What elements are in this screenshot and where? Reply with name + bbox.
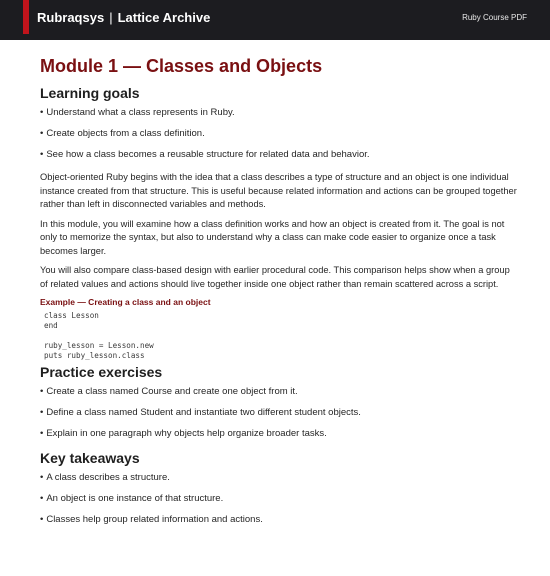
list-item: [40, 386, 520, 398]
paragraph: In this module, you will examine how a class definition works and how an object is created from it. The goal is not only to memorize the syntax, but also to understand why a class can make code easier to organize once a task becomes larger.: [40, 218, 505, 256]
archive-name: Lattice Archive: [117, 10, 211, 25]
list-item-text: An object is one instance of that structure.: [46, 493, 224, 504]
list-item: [40, 514, 520, 526]
list-item-text: See how a class becomes a reusable structure for related data and behavior.: [46, 149, 370, 160]
module-title: Module 1 — Classes and Objects: [40, 56, 323, 76]
list-item: [40, 493, 520, 505]
bullet-glyph: •: [40, 128, 44, 139]
bullet-glyph: •: [40, 472, 44, 483]
course-label: Ruby Course PDF: [462, 13, 527, 22]
brand-name: Rubraqsys: [37, 10, 105, 25]
list-item: [40, 128, 520, 140]
paragraph: You will also compare class-based design with earlier procedural code. This comparison helps show when a group of related values and actions should live together inside one object rather than remain scattered across a script.: [40, 265, 510, 289]
bullet-glyph: •: [40, 407, 44, 418]
code-block: class Lesson end ruby_lesson = Lesson.new puts ruby_lesson.class: [44, 311, 154, 360]
example-title: Example — Creating a class and an object: [40, 297, 211, 307]
list-item: [40, 428, 520, 440]
list-item-text: Classes help group related information and actions.: [46, 514, 263, 525]
list-item-text: Create a class named Course and create one object from it.: [46, 386, 298, 397]
bullet-glyph: •: [40, 386, 44, 397]
list-item: [40, 472, 520, 484]
list-item: [40, 407, 520, 419]
brand-separator: |: [109, 10, 113, 25]
bullet-glyph: •: [40, 149, 44, 160]
list-item: [40, 107, 520, 119]
learning-goals-heading: Learning goals: [40, 85, 140, 101]
learning-goals-list: [40, 107, 520, 161]
bullet-glyph: •: [40, 428, 44, 439]
brand-title: [37, 10, 210, 25]
practice-list: [40, 386, 520, 440]
brand-accent-bar: [23, 0, 29, 34]
takeaways-list: [40, 472, 520, 526]
list-item-text: Explain in one paragraph why objects help organize broader tasks.: [46, 428, 327, 439]
list-item-text: Understand what a class represents in Ruby.: [46, 107, 235, 118]
takeaways-heading: Key takeaways: [40, 450, 140, 466]
top-bar: [0, 0, 550, 40]
bullet-glyph: •: [40, 107, 44, 118]
list-item: [40, 149, 520, 161]
practice-heading: Practice exercises: [40, 364, 163, 380]
list-item-text: A class describes a structure.: [46, 472, 170, 483]
document-content: [40, 56, 520, 526]
paragraph: Object-oriented Ruby begins with the idea that a class describes a type of structure and an object is one individual instance created from that structure. This is useful because related information and actions can be grouped together rather than left in disconnected variables and methods.: [40, 172, 517, 209]
bullet-glyph: •: [40, 493, 44, 504]
list-item-text: Define a class named Student and instantiate two different student objects.: [46, 407, 361, 418]
list-item-text: Create objects from a class definition.: [46, 128, 205, 139]
bullet-glyph: •: [40, 514, 44, 525]
